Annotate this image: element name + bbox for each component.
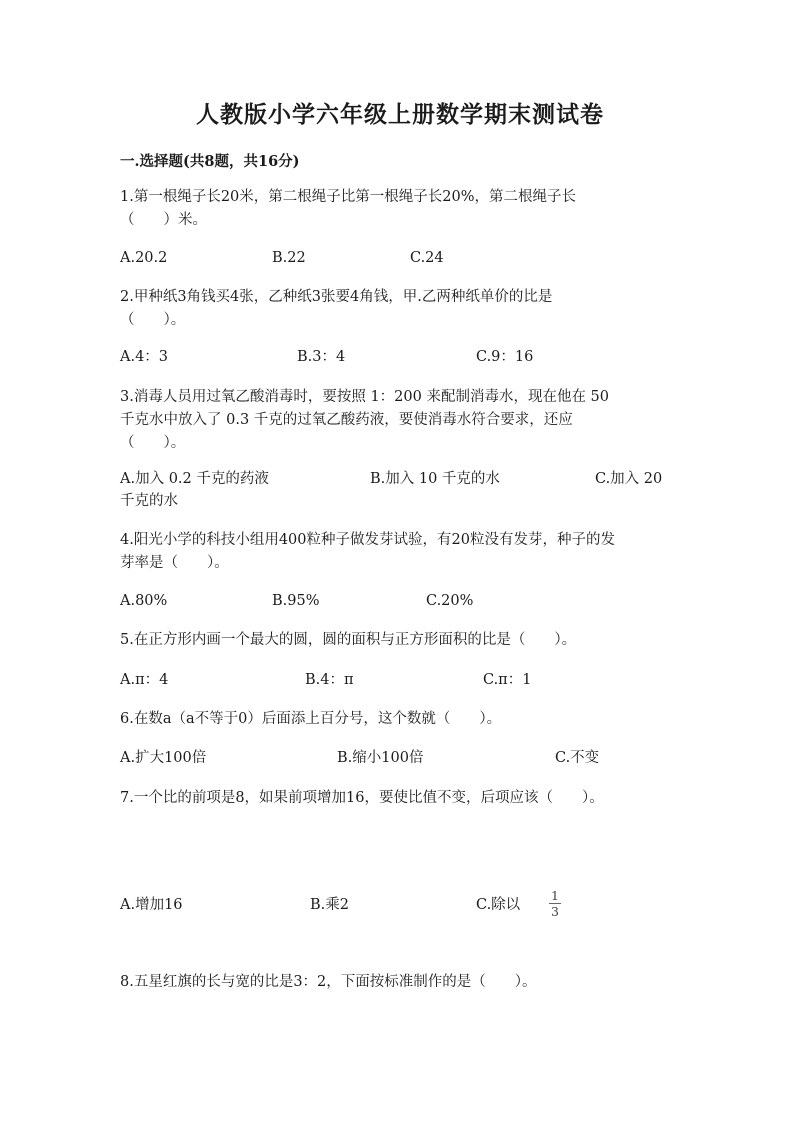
question-7-line-1: 7.一个比的前项是8，如果前项增加16，要使比值不变，后项应该（ ）。 <box>120 790 604 806</box>
question-6-option-c: C.不变 <box>555 750 600 766</box>
question-7-option-a: A.增加16 <box>120 897 183 913</box>
question-3-option-c: C.加入 20 <box>595 471 663 487</box>
question-7-option-c: C.除以 <box>476 897 521 913</box>
question-8-line-1: 8.五星红旗的长与宽的比是3：2，下面按标准制作的是（ ）。 <box>120 974 537 990</box>
page-title: 人教版小学六年级上册数学期末测试卷 <box>196 101 604 128</box>
fraction-numerator: 1 <box>551 888 559 903</box>
question-1-line-1: 1.第一根绳子长20米，第二根绳子比第一根绳子长20%，第二根绳子长 <box>120 189 577 205</box>
question-6-option-b: B.缩小100倍 <box>337 750 424 766</box>
fraction-one-third <box>549 889 561 918</box>
question-8 <box>120 971 685 994</box>
question-3-line-2: 千克水中放入了 0.3 千克的过氧乙酸药液，要使消毒水符合要求，还应 <box>120 412 573 428</box>
question-3-option-c-wrap: 千克的水 <box>120 493 178 509</box>
question-1-option-b: B.22 <box>272 250 306 266</box>
question-6-option-a: A.扩大100倍 <box>120 750 207 766</box>
section-heading: 一.选择题(共8题，共16分) <box>120 153 300 170</box>
question-4-option-c: C.20% <box>426 593 474 609</box>
question-3-line-3: （ ）。 <box>120 435 186 451</box>
question-2-option-c: C.9：16 <box>476 349 534 365</box>
question-2-line-2: （ ）。 <box>120 312 186 328</box>
question-4 <box>120 529 685 575</box>
fraction-denominator: 3 <box>551 904 559 919</box>
question-5-line-1: 5.在正方形内画一个最大的圆，圆的面积与正方形面积的比是（ ）。 <box>120 632 577 648</box>
question-4-option-b: B.95% <box>272 593 320 609</box>
question-3 <box>120 386 685 455</box>
question-5-option-c: C.π：1 <box>483 672 532 688</box>
question-3-line-1: 3.消毒人员用过氧乙酸消毒时，要按照 1：200 来配制消毒水，现在他在 50 <box>120 389 610 405</box>
question-3-option-a: A.加入 0.2 千克的药液 <box>120 471 269 487</box>
question-1-option-c: C.24 <box>410 250 444 266</box>
question-4-option-a: A.80% <box>120 593 168 609</box>
question-1-option-a: A.20.2 <box>120 250 168 266</box>
question-2-line-1: 2.甲种纸3角钱买4张，乙种纸3张要4角钱，甲.乙两种纸单价的比是 <box>120 289 553 305</box>
question-4-line-2: 芽率是（ ）。 <box>120 555 229 571</box>
question-7 <box>120 787 685 810</box>
question-5-option-a: A.π：4 <box>120 672 169 688</box>
question-5-option-b: B.4：π <box>305 672 354 688</box>
question-2-option-b: B.3：4 <box>297 349 346 365</box>
question-7-option-b: B.乘2 <box>310 897 349 913</box>
question-1 <box>120 186 685 232</box>
question-6 <box>120 708 685 731</box>
question-5 <box>120 629 685 652</box>
question-3-option-b: B.加入 10 千克的水 <box>370 471 500 487</box>
question-1-line-2: （ ）米。 <box>120 212 207 228</box>
question-6-line-1: 6.在数a（a不等于0）后面添上百分号，这个数就（ ）。 <box>120 711 502 727</box>
question-4-line-1: 4.阳光小学的科技小组用400粒种子做发芽试验，有20粒没有发芽，种子的发 <box>120 532 615 548</box>
question-2 <box>120 286 685 332</box>
question-2-option-a: A.4：3 <box>120 349 169 365</box>
